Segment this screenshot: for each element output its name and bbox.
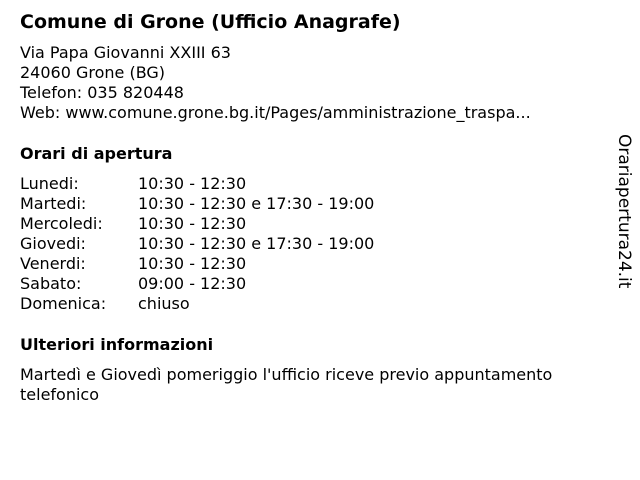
day-label: Sabato: <box>20 274 82 293</box>
time-value: 10:30 - 12:30 <box>138 254 247 273</box>
day-label: Giovedi: <box>20 234 86 253</box>
opening-hours-heading: Orari di apertura <box>20 144 173 163</box>
day-label: Lunedi: <box>20 174 79 193</box>
site-watermark <box>612 134 636 324</box>
day-label: Martedi: <box>20 194 87 213</box>
day-label: Domenica: <box>20 294 107 313</box>
time-value: chiuso <box>138 294 190 313</box>
address-line-2: 24060 Grone (BG) <box>20 63 166 82</box>
hours-row-wednesday <box>20 214 600 234</box>
time-value: 10:30 - 12:30 <box>138 174 247 193</box>
hours-row-friday <box>20 254 600 274</box>
hours-row-saturday <box>20 274 600 294</box>
additional-info-line-2: telefonico <box>20 385 99 404</box>
phone-line: Telefon: 035 820448 <box>20 83 184 102</box>
address-line-1: Via Papa Giovanni XXIII 63 <box>20 43 231 62</box>
opening-hours-table <box>20 174 600 314</box>
additional-info-line-1: Martedì e Giovedì pomeriggio l'ufficio riceve previo appuntamento <box>20 365 553 384</box>
time-value: 10:30 - 12:30 <box>138 214 247 233</box>
hours-row-tuesday <box>20 194 600 214</box>
hours-row-thursday <box>20 234 600 254</box>
additional-info-heading: Ulteriori informazioni <box>20 335 214 354</box>
office-title: Comune di Grone (Ufficio Anagrafe) <box>20 11 401 33</box>
time-value: 10:30 - 12:30 e 17:30 - 19:00 <box>138 194 375 213</box>
additional-info-text <box>20 365 600 405</box>
day-label: Venerdi: <box>20 254 86 273</box>
hours-row-sunday <box>20 294 600 314</box>
watermark-text: Orariapertura24.it <box>614 134 634 289</box>
web-link[interactable]: Web: www.comune.grone.bg.it/Pages/amministrazione_traspa... <box>20 103 531 122</box>
time-value: 09:00 - 12:30 <box>138 274 247 293</box>
hours-row-monday <box>20 174 600 194</box>
day-label: Mercoledi: <box>20 214 103 233</box>
office-card <box>20 10 600 405</box>
time-value: 10:30 - 12:30 e 17:30 - 19:00 <box>138 234 375 253</box>
